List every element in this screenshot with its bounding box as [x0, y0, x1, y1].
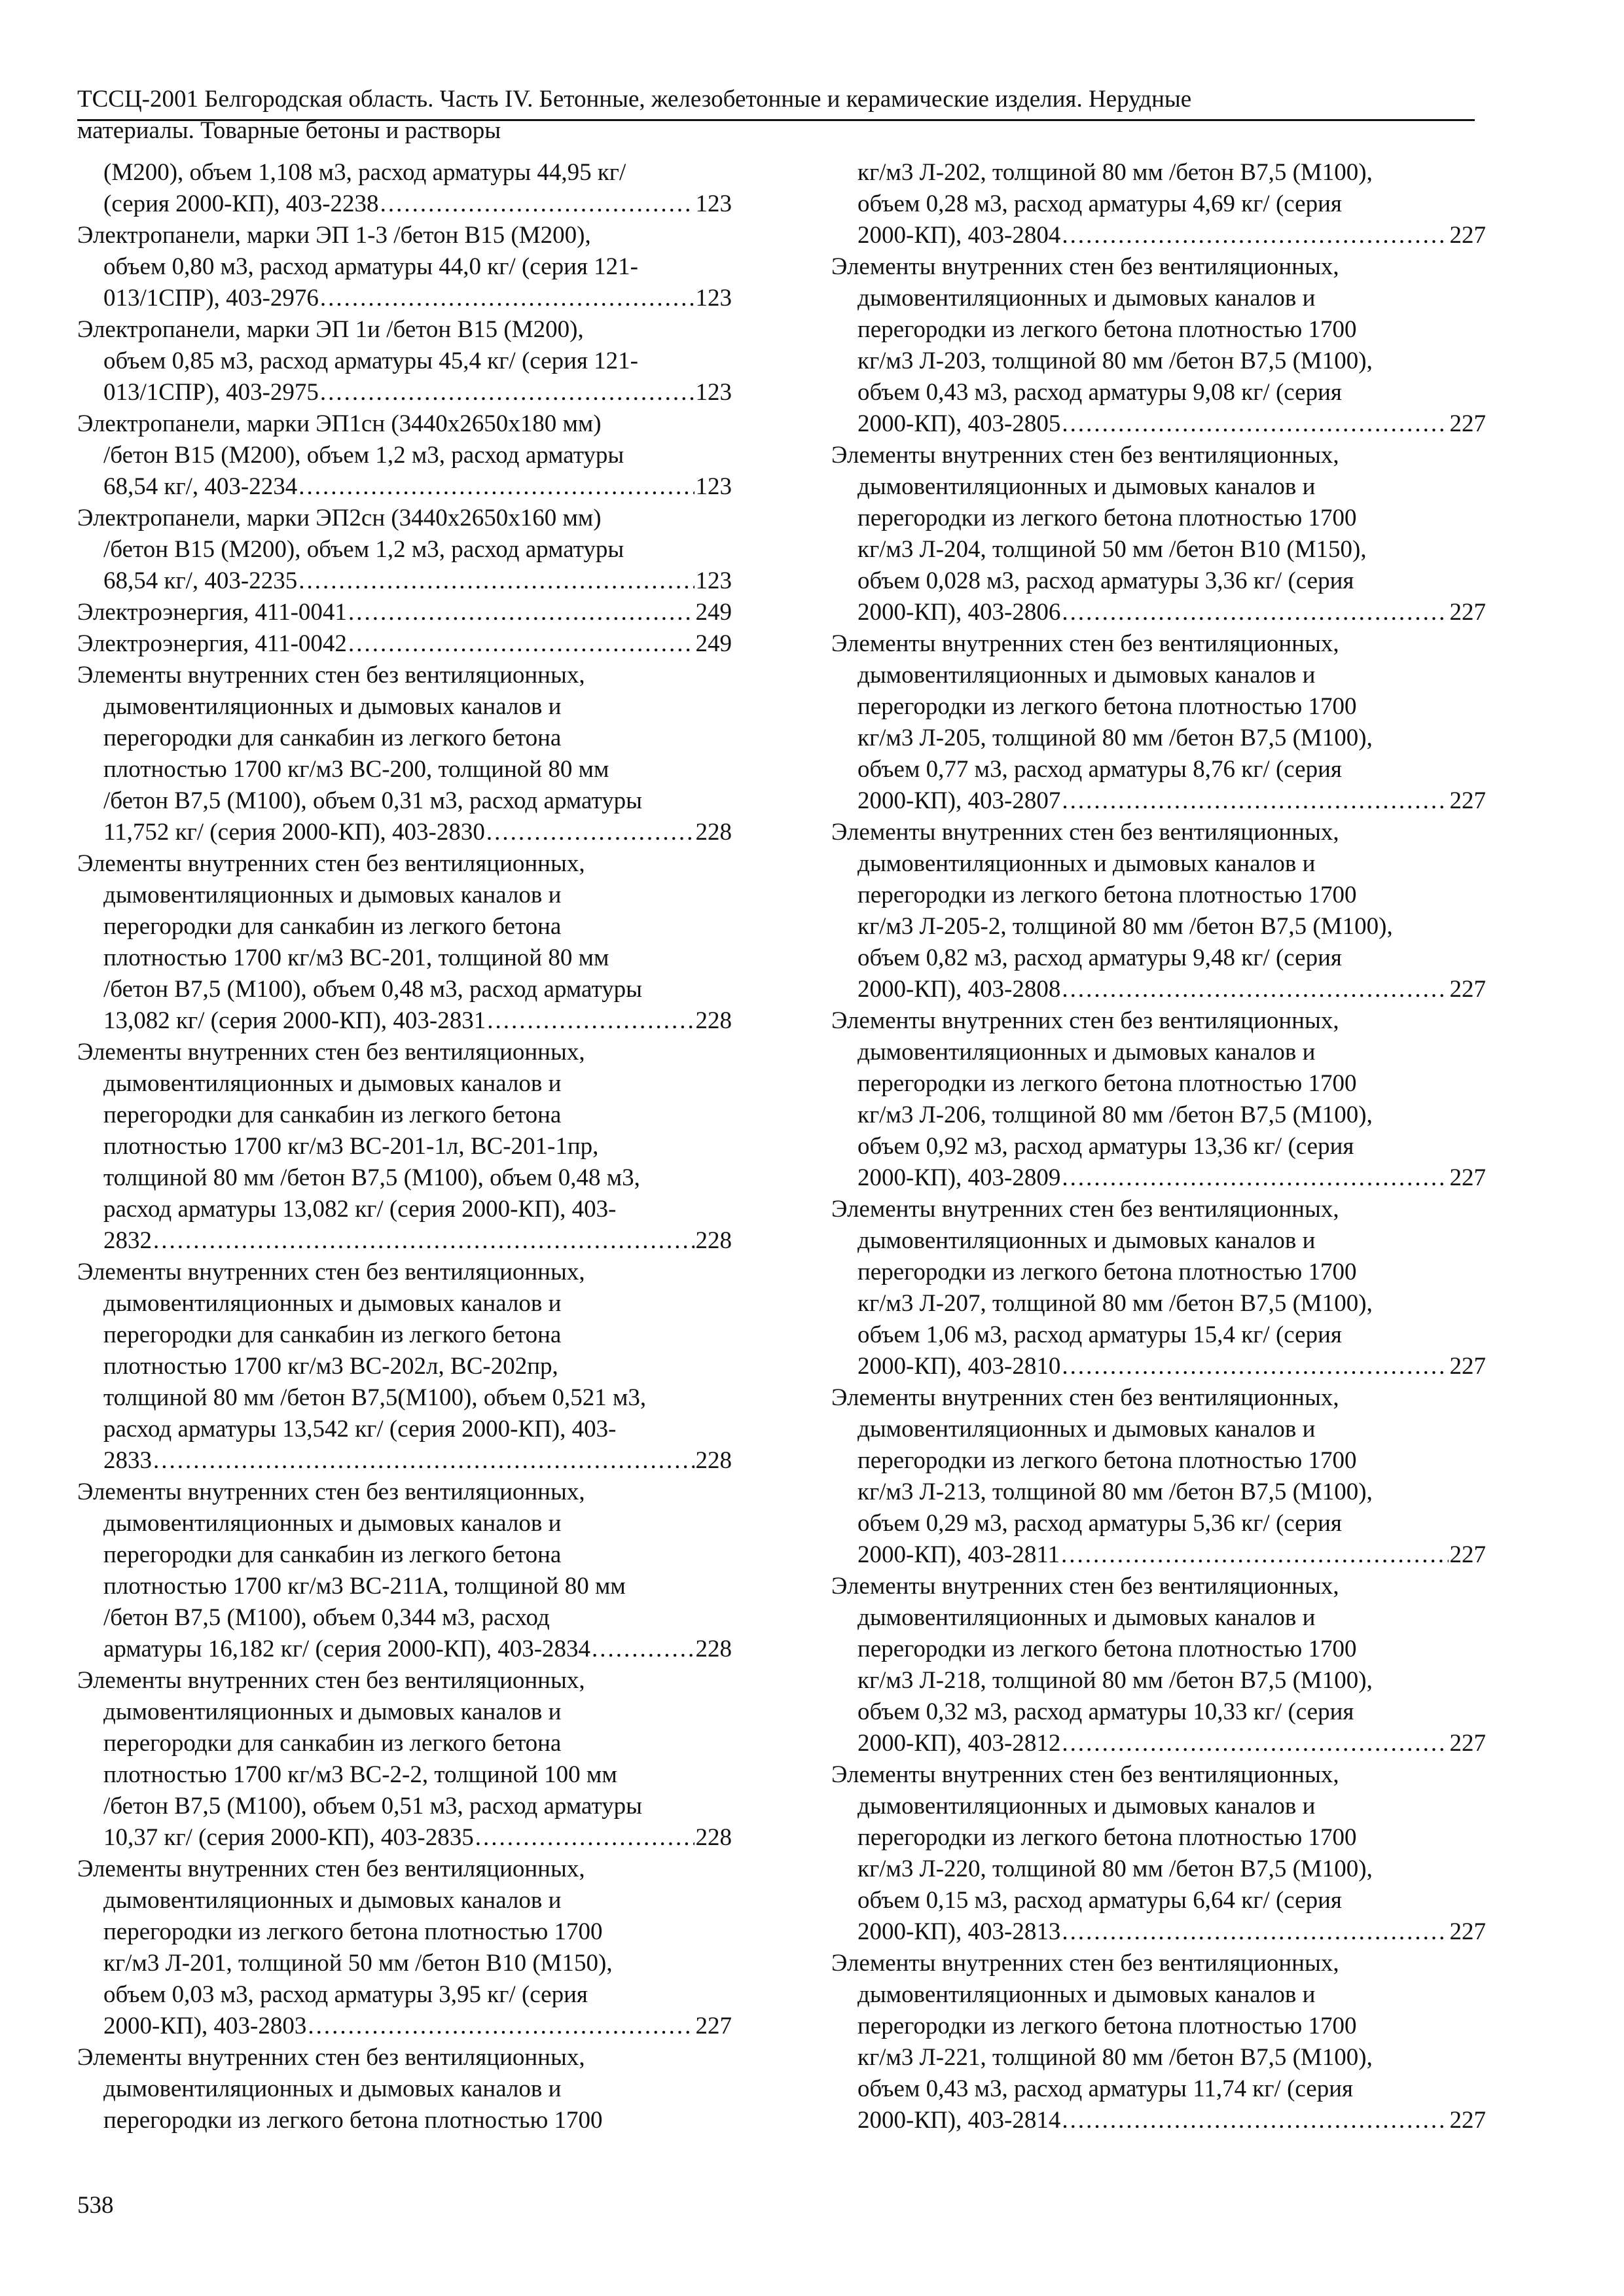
index-entry-line: (М200), объем 1,108 м3, расход арматуры 44,95 кг/ [103, 159, 626, 186]
running-header-line-1: ТССЦ-2001 Белгородская область. Часть IV. Бетонные, железобетонные и керамические изделия. Нерудные [77, 86, 1192, 113]
dot-leader [1062, 974, 1448, 1005]
index-entry [77, 597, 732, 628]
dot-leader [298, 565, 694, 597]
index-entry [77, 1854, 732, 2042]
index-entry-line: дымовентиляционных и дымовых каналов и [857, 1793, 1316, 1820]
running-header [77, 84, 1475, 147]
index-entry-text: Электроэнергия, 411-0042 [77, 630, 347, 657]
index-entry-line: объем 0,43 м3, расход арматуры 9,08 кг/ (серия [857, 379, 1342, 406]
index-entry-line: кг/м3 Л-203, толщиной 80 мм /бетон В7,5 (М100), [857, 348, 1373, 374]
index-entry-line: объем 0,77 м3, расход арматуры 8,76 кг/ (серия [857, 756, 1342, 783]
index-entry-line: дымовентиляционных и дымовых каналов и [857, 285, 1316, 312]
index-entry-line: перегородки для санкабин из легкого бетона [103, 1102, 562, 1128]
index-entry [77, 408, 732, 503]
index-entry-text: 013/1СПР), 403-2975 [103, 379, 319, 406]
index-entry-text: 2000-КП), 403-2808 [857, 976, 1061, 1003]
index-entry-page-ref: 228 [695, 1007, 732, 1034]
index-entry [77, 628, 732, 660]
index-entry-page-ref: 227 [1449, 410, 1486, 437]
index-entry-line: кг/м3 Л-220, толщиной 80 мм /бетон В7,5 (М100), [857, 1856, 1373, 1882]
header-rule [77, 119, 1475, 121]
dot-leader [1061, 1539, 1449, 1571]
index-entry-page-ref: 228 [695, 819, 732, 846]
index-entry-text: 2000-КП), 403-2814 [857, 2107, 1061, 2134]
index-entry-line: перегородки из легкого бетона плотностью 1700 [857, 882, 1357, 908]
index-entry-line [77, 1445, 732, 1477]
index-entry-text: 2000-КП), 403-2803 [103, 2013, 307, 2039]
index-entry-line: перегородки из легкого бетона плотностью 1700 [857, 1824, 1357, 1851]
index-entry-page-ref: 123 [695, 473, 732, 500]
index-entry-text: 2000-КП), 403-2804 [857, 222, 1061, 249]
index-entry [77, 1257, 732, 1477]
index-entry [831, 1759, 1486, 1948]
dot-leader [380, 188, 695, 220]
index-entry-line: перегородки из легкого бетона плотностью 1700 [857, 693, 1357, 720]
index-entry-line: дымовентиляционных и дымовых каналов и [857, 850, 1316, 877]
index-entry-page-ref: 227 [1449, 1918, 1486, 1945]
index-entry [831, 1194, 1486, 1382]
index-entry-text: 2000-КП), 403-2807 [857, 787, 1061, 814]
dot-leader [475, 1822, 695, 1854]
index-entry-line: Элементы внутренних стен без вентиляционных, [831, 1761, 1339, 1788]
dot-leader [320, 283, 695, 314]
index-entry [831, 1571, 1486, 1759]
index-column-right [831, 157, 1486, 2136]
index-entry-line: перегородки для санкабин из легкого бетона [103, 1321, 562, 1348]
index-entry-line: кг/м3 Л-205-2, толщиной 80 мм /бетон В7,5 (М100), [857, 913, 1393, 940]
index-entry-line [831, 1351, 1486, 1382]
index-entry-line: Элементы внутренних стен без вентиляционных, [77, 1667, 585, 1694]
index-entry-line: перегородки из легкого бетона плотностью 1700 [857, 2013, 1357, 2039]
index-entry-line: объем 0,15 м3, расход арматуры 6,64 кг/ (серия [857, 1887, 1342, 1914]
index-entry-line: Элементы внутренних стен без вентиляционных, [831, 1007, 1339, 1034]
index-entry-text: 2000-КП), 403-2811 [857, 1541, 1060, 1568]
index-entry-line: /бетон В15 (М200), объем 1,2 м3, расход арматуры [103, 536, 624, 563]
index-entry-line [831, 974, 1486, 1005]
index-entry-line: плотностью 1700 кг/м3 ВС-200, толщиной 80 мм [103, 756, 609, 783]
index-entry-line: дымовентиляционных и дымовых каналов и [857, 662, 1316, 689]
index-entry-line: объем 0,28 м3, расход арматуры 4,69 кг/ (серия [857, 190, 1342, 217]
index-entry-line [77, 2011, 732, 2042]
index-entry-page-ref: 227 [1449, 599, 1486, 626]
index-entry-line: перегородки из легкого бетона плотностью 1700 [103, 2107, 603, 2134]
index-entry-line: плотностью 1700 кг/м3 ВС-201-1л, ВС-201-1пр, [103, 1133, 599, 1160]
index-entry-line [77, 188, 732, 220]
index-entry-line: толщиной 80 мм /бетон В7,5 (М100), объем 0,48 м3, [103, 1164, 640, 1191]
index-entry-line [77, 377, 732, 408]
index-entry-text: арматуры 16,182 кг/ (серия 2000-КП), 403-2834 [103, 1636, 591, 1662]
index-entry-line: Элементы внутренних стен без вентиляционных, [77, 1856, 585, 1882]
index-entry-text: 013/1СПР), 403-2976 [103, 285, 319, 312]
dot-leader [1062, 1728, 1448, 1759]
index-entry-page-ref: 227 [1449, 1730, 1486, 1757]
dot-leader [153, 1225, 695, 1257]
index-entry-text: 68,54 кг/, 403-2235 [103, 567, 298, 594]
index-entry-line [831, 1539, 1486, 1571]
index-entry-line: Элементы внутренних стен без вентиляционных, [77, 1479, 585, 1505]
index-entry-line: Элементы внутренних стен без вентиляционных, [831, 630, 1339, 657]
dot-leader [1062, 1162, 1448, 1194]
index-entry [77, 157, 732, 220]
index-entry-line: плотностью 1700 кг/м3 ВС-211А, толщиной 80 мм [103, 1573, 626, 1600]
index-entry-line [831, 2105, 1486, 2136]
index-entry-page-ref: 227 [1449, 1353, 1486, 1380]
dot-leader [1062, 1916, 1448, 1948]
index-entry-line: /бетон В7,5 (М100), объем 0,344 м3, расход [103, 1604, 550, 1631]
index-entry-line: Элементы внутренних стен без вентиляционных, [831, 1384, 1339, 1411]
index-entry-line: объем 0,92 м3, расход арматуры 13,36 кг/ (серия [857, 1133, 1354, 1160]
index-entry-line: Элементы внутренних стен без вентиляционных, [77, 1039, 585, 1066]
index-entry-line: перегородки из легкого бетона плотностью 1700 [857, 1636, 1357, 1662]
index-entry-line: Элементы внутренних стен без вентиляционных, [831, 819, 1339, 846]
dot-leader [320, 377, 695, 408]
index-entry-line: дымовентиляционных и дымовых каналов и [857, 1981, 1316, 2008]
dot-leader [487, 1005, 694, 1037]
dot-leader [486, 817, 695, 848]
index-entry-text: 2000-КП), 403-2809 [857, 1164, 1061, 1191]
index-entry-line: перегородки из легкого бетона плотностью 1700 [857, 316, 1357, 343]
index-entry [77, 2042, 732, 2136]
index-entry-line: /бетон В7,5 (М100), объем 0,48 м3, расход арматуры [103, 976, 643, 1003]
index-entry-line: Элементы внутренних стен без вентиляционных, [77, 1259, 585, 1285]
index-entry-text: Электроэнергия, 411-0041 [77, 599, 347, 626]
dot-leader [308, 2011, 694, 2042]
index-entry-line: расход арматуры 13,542 кг/ (серия 2000-КП), 403- [103, 1416, 617, 1443]
index-entry-line: дымовентиляционных и дымовых каналов и [103, 882, 562, 908]
index-entry-line: объем 0,82 м3, расход арматуры 9,48 кг/ (серия [857, 944, 1342, 971]
dot-leader [1062, 220, 1448, 251]
index-entry-line [831, 220, 1486, 251]
index-entry-line: перегородки для санкабин из легкого бетона [103, 725, 562, 751]
index-entry-line [831, 408, 1486, 440]
index-entry-line: перегородки для санкабин из легкого бетона [103, 1541, 562, 1568]
index-entry-line: дымовентиляционных и дымовых каналов и [103, 1698, 562, 1725]
index-entry-page-ref: 227 [695, 2013, 732, 2039]
index-entry-line [831, 1916, 1486, 1948]
index-entry-line: толщиной 80 мм /бетон В7,5(М100), объем 0,521 м3, [103, 1384, 647, 1411]
index-entry-line: перегородки из легкого бетона плотностью 1700 [857, 505, 1357, 531]
dot-leader [1062, 408, 1448, 440]
index-entry-line: объем 0,85 м3, расход арматуры 45,4 кг/ (серия 121- [103, 348, 638, 374]
index-entry [831, 817, 1486, 1005]
index-entry-line: Элементы внутренних стен без вентиляционных, [831, 1950, 1339, 1977]
index-entry [831, 157, 1486, 251]
index-entry-line: перегородки из легкого бетона плотностью 1700 [857, 1259, 1357, 1285]
index-entry-line: кг/м3 Л-205, толщиной 80 мм /бетон В7,5 (М100), [857, 725, 1373, 751]
dot-leader [592, 1634, 694, 1665]
index-entry-line: Элементы внутренних стен без вентиляционных, [77, 2044, 585, 2071]
index-entry [831, 628, 1486, 817]
index-entry-line: Элементы внутренних стен без вентиляционных, [831, 253, 1339, 280]
index-entry-line [77, 628, 732, 660]
index-entry-line: Элементы внутренних стен без вентиляционных, [831, 1573, 1339, 1600]
index-entry-line: кг/м3 Л-206, толщиной 80 мм /бетон В7,5 (М100), [857, 1102, 1373, 1128]
index-entry-line: объем 0,43 м3, расход арматуры 11,74 кг/ (серия [857, 2075, 1354, 2102]
index-entry-line: дымовентиляционных и дымовых каналов и [103, 1290, 562, 1317]
index-entry-line: перегородки для санкабин из легкого бетона [103, 913, 562, 940]
index-entry-line: /бетон В7,5 (М100), объем 0,51 м3, расход арматуры [103, 1793, 643, 1820]
index-entry-page-ref: 228 [695, 1227, 732, 1254]
index-entry-line: дымовентиляционных и дымовых каналов и [857, 1416, 1316, 1443]
index-entry-line: дымовентиляционных и дымовых каналов и [857, 473, 1316, 500]
index-entry-line [77, 471, 732, 503]
index-entry-page-ref: 123 [695, 379, 732, 406]
index-entry [77, 1477, 732, 1665]
dot-leader [1062, 2105, 1448, 2136]
index-entry-line: объем 1,06 м3, расход арматуры 15,4 кг/ (серия [857, 1321, 1342, 1348]
dot-leader [348, 628, 695, 660]
index-entry-page-ref: 123 [695, 567, 732, 594]
index-entry [77, 220, 732, 314]
index-entry-line [77, 1225, 732, 1257]
index-entry-line: объем 0,29 м3, расход арматуры 5,36 кг/ (серия [857, 1510, 1342, 1537]
index-entry-page-ref: 228 [695, 1636, 732, 1662]
index-entry-line: перегородки из легкого бетона плотностью 1700 [857, 1070, 1357, 1097]
index-entry-line: кг/м3 Л-201, толщиной 50 мм /бетон В10 (М150), [103, 1950, 613, 1977]
index-entry-page-ref: 227 [1449, 787, 1486, 814]
index-entry-line [77, 817, 732, 848]
index-entry-line: объем 0,03 м3, расход арматуры 3,95 кг/ (серия [103, 1981, 588, 2008]
index-entry-line: кг/м3 Л-207, толщиной 80 мм /бетон В7,5 (М100), [857, 1290, 1373, 1317]
index-entry-line: Элементы внутренних стен без вентиляционных, [831, 1196, 1339, 1223]
index-entry-page-ref: 227 [1449, 1164, 1486, 1191]
index-entry-text: 11,752 кг/ (серия 2000-КП), 403-2830 [103, 819, 485, 846]
index-entry-line: плотностью 1700 кг/м3 ВС-201, толщиной 80 мм [103, 944, 609, 971]
index-entry-line: дымовентиляционных и дымовых каналов и [103, 2075, 562, 2102]
index-entry-text: 2000-КП), 403-2805 [857, 410, 1061, 437]
index-entry-line: /бетон В15 (М200), объем 1,2 м3, расход арматуры [103, 442, 624, 469]
page-number: 538 [77, 2192, 114, 2219]
index-entry-text: 2000-КП), 403-2806 [857, 599, 1061, 626]
index-entry-line: объем 0,32 м3, расход арматуры 10,33 кг/ (серия [857, 1698, 1354, 1725]
index-entry-page-ref: 249 [695, 630, 732, 657]
dot-leader [1062, 1351, 1448, 1382]
index-entry-page-ref: 123 [695, 190, 732, 217]
index-entry-page-ref: 123 [695, 285, 732, 312]
index-entry-text: 13,082 кг/ (серия 2000-КП), 403-2831 [103, 1007, 486, 1034]
index-entry-line: Электропанели, марки ЭП1сн (3440х2650х180 мм) [77, 410, 602, 437]
index-entry-line [77, 565, 732, 597]
running-header-line-2: материалы. Товарные бетоны и растворы [77, 117, 501, 144]
index-entry [831, 251, 1486, 440]
index-entry-text: 2000-КП), 403-2813 [857, 1918, 1061, 1945]
index-entry-page-ref: 227 [1449, 222, 1486, 249]
index-entry-line: дымовентиляционных и дымовых каналов и [103, 1510, 562, 1537]
index-entry-page-ref: 228 [695, 1447, 732, 1474]
index-column-left [77, 157, 732, 2136]
index-entry-line: Электропанели, марки ЭП 1и /бетон В15 (М200), [77, 316, 584, 343]
index-entry-line [831, 1728, 1486, 1759]
index-entry-text: 68,54 кг/, 403-2234 [103, 473, 298, 500]
index-entry-page-ref: 228 [695, 1824, 732, 1851]
index-entry-line: дымовентиляционных и дымовых каналов и [857, 1604, 1316, 1631]
index-entry-line: /бетон В7,5 (М100), объем 0,31 м3, расход арматуры [103, 787, 643, 814]
index-entry-line: перегородки из легкого бетона плотностью 1700 [857, 1447, 1357, 1474]
index-entry-text: 2832 [103, 1227, 152, 1254]
index-entry-line [77, 1822, 732, 1854]
index-entry-text: (серия 2000-КП), 403-2238 [103, 190, 379, 217]
index-entry [77, 503, 732, 597]
index-entry-line: дымовентиляционных и дымовых каналов и [103, 1070, 562, 1097]
index-entry-line: Электропанели, марки ЭП 1-3 /бетон В15 (М200), [77, 222, 591, 249]
index-entry-line: дымовентиляционных и дымовых каналов и [857, 1039, 1316, 1066]
dot-leader [298, 471, 694, 503]
index-entry-line: кг/м3 Л-221, толщиной 80 мм /бетон В7,5 (М100), [857, 2044, 1373, 2071]
index-entry-line [831, 1162, 1486, 1194]
index-entry-page-ref: 227 [1449, 1541, 1486, 1568]
index-entry-line [831, 785, 1486, 817]
dot-leader [1062, 597, 1448, 628]
index-entry-line: Элементы внутренних стен без вентиляционных, [77, 850, 585, 877]
index-entry-text: 2000-КП), 403-2810 [857, 1353, 1061, 1380]
index-entry [77, 1037, 732, 1257]
index-entry-line: объем 0,80 м3, расход арматуры 44,0 кг/ (серия 121- [103, 253, 638, 280]
index-entry-page-ref: 227 [1449, 976, 1486, 1003]
index-entry-line: перегородки из легкого бетона плотностью 1700 [103, 1918, 603, 1945]
index-entry-line [77, 1634, 732, 1665]
index-entry-line: Элементы внутренних стен без вентиляционных, [77, 662, 585, 689]
index-entry-line [77, 283, 732, 314]
index-entry [831, 1948, 1486, 2136]
index-entry-line: кг/м3 Л-218, толщиной 80 мм /бетон В7,5 (М100), [857, 1667, 1373, 1694]
index-entry-text: 10,37 кг/ (серия 2000-КП), 403-2835 [103, 1824, 474, 1851]
index-entry-line: Элементы внутренних стен без вентиляционных, [831, 442, 1339, 469]
index-entry-line: расход арматуры 13,082 кг/ (серия 2000-КП), 403- [103, 1196, 617, 1223]
index-entry-line: перегородки для санкабин из легкого бетона [103, 1730, 562, 1757]
dot-leader [348, 597, 695, 628]
index-entry [77, 1665, 732, 1854]
index-entry-line: плотностью 1700 кг/м3 ВС-202л, ВС-202пр, [103, 1353, 558, 1380]
index-entry-page-ref: 227 [1449, 2107, 1486, 2134]
index-entry-line: дымовентиляционных и дымовых каналов и [857, 1227, 1316, 1254]
dot-leader [153, 1445, 695, 1477]
index-entry-line: дымовентиляционных и дымовых каналов и [103, 1887, 562, 1914]
index-entry-line: плотностью 1700 кг/м3 ВС-2-2, толщиной 100 мм [103, 1761, 617, 1788]
index-entry-line [831, 597, 1486, 628]
index-entry-line: кг/м3 Л-202, толщиной 80 мм /бетон В7,5 (М100), [857, 159, 1373, 186]
index-entry-text: 2833 [103, 1447, 152, 1474]
index-entry-page-ref: 249 [695, 599, 732, 626]
index-entry [831, 1382, 1486, 1571]
index-entry-line: объем 0,028 м3, расход арматуры 3,36 кг/ (серия [857, 567, 1354, 594]
index-entry [77, 314, 732, 408]
index-entry [831, 440, 1486, 628]
index-entry [831, 1005, 1486, 1194]
index-entry-text: 2000-КП), 403-2812 [857, 1730, 1061, 1757]
index-entry-line: кг/м3 Л-213, толщиной 80 мм /бетон В7,5 (М100), [857, 1479, 1373, 1505]
index-entry-line [77, 1005, 732, 1037]
index-entry-line: дымовентиляционных и дымовых каналов и [103, 693, 562, 720]
index-entry-line: кг/м3 Л-204, толщиной 50 мм /бетон В10 (М150), [857, 536, 1367, 563]
index-entry [77, 848, 732, 1037]
index-entry-line: Электропанели, марки ЭП2сн (3440х2650х160 мм) [77, 505, 602, 531]
dot-leader [1062, 785, 1448, 817]
index-entry-line [77, 597, 732, 628]
index-entry [77, 660, 732, 848]
